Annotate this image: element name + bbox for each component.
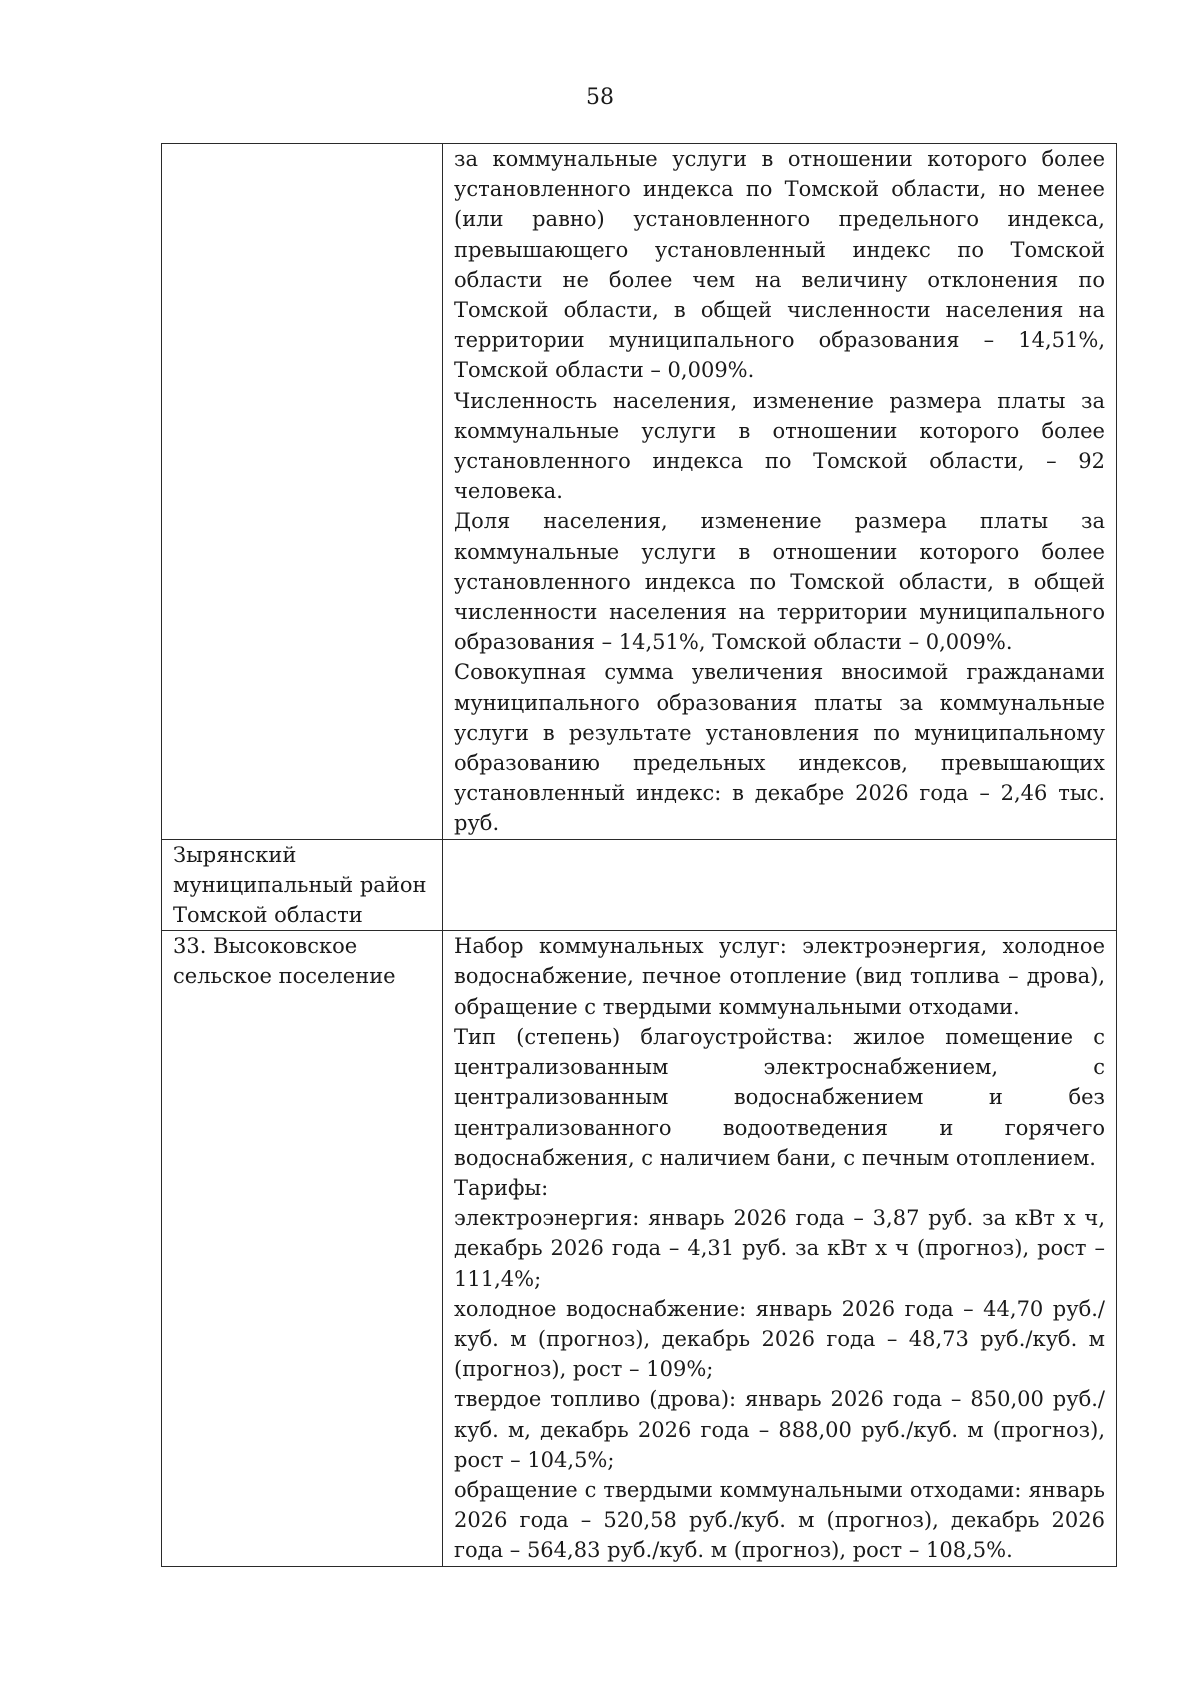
paragraph: за коммунальные услуги в отношении которого более установленного индекса по Томской области, но менее (или равно) установленного предельного индекса, превышающего установленный индекс по Томской области не более чем на величину отклонения по Томской области, в общей численности населения на территории муниципального образования – 14,51%, Томской области – 0,009%. — [454, 147, 1105, 383]
paragraph: Тарифы: — [454, 1175, 549, 1200]
table-cell-municipality — [162, 931, 443, 1566]
table-row — [162, 144, 1117, 840]
paragraph: Совокупная сумма увеличения вносимой гражданами муниципального образования платы за коммунальные услуги в результате установления по муниципальному образованию предельных индексов, превышающих установленный индекс: в декабре 2026 года – 2,46 тыс. руб. — [454, 660, 1105, 836]
paragraph: обращение с твердыми коммунальными отходами: январь 2026 года – 520,58 руб./куб. м (прогноз), декабрь 2026 года – 564,83 руб./куб. м (прогноз), рост – 108,5%. — [454, 1477, 1105, 1563]
paragraph: твердое топливо (дрова): январь 2026 года – 850,00 руб./ куб. м, декабрь 2026 года – 888,00 руб./куб. м (прогноз), рост – 104,5%; — [454, 1387, 1105, 1472]
municipality-name-line: 33. Высоковское — [173, 934, 358, 959]
municipality-name-line: сельское поселение — [173, 964, 396, 989]
table-cell-municipality — [162, 839, 443, 931]
paragraph: Доля населения, изменение размера платы за коммунальные услуги в отношении которого более установленного индекса по Томской области, в общей численности населения на территории муниципального образования – 14,51%, Томской области – 0,009%. — [454, 509, 1105, 655]
table-cell-description — [443, 931, 1117, 1566]
table-row — [162, 839, 1117, 931]
page-number: 58 — [586, 85, 614, 110]
table-cell-description — [443, 839, 1117, 931]
table-cell-description — [443, 144, 1117, 840]
paragraph: Набор коммунальных услуг: электроэнергия, холодное водоснабжение, печное отопление (вид топлива – дрова), обращение с твердыми коммунальными отходами. — [454, 934, 1105, 1019]
paragraph: электроэнергия: январь 2026 года – 3,87 руб. за кВт х ч, декабрь 2026 года – 4,31 руб. за кВт х ч (прогноз), рост – 111,4%; — [454, 1206, 1105, 1291]
paragraph: Численность населения, изменение размера платы за коммунальные услуги в отношении которого более установленного индекса по Томской области, – 92 человека. — [454, 388, 1105, 504]
municipality-name-line: Зырянский — [173, 842, 297, 867]
table-row — [162, 931, 1117, 1566]
document-table — [161, 143, 1117, 1567]
paragraph: холодное водоснабжение: январь 2026 года – 44,70 руб./куб. м (прогноз), декабрь 2026 года – 48,73 руб./куб. м (прогноз), рост – 109%; — [454, 1296, 1105, 1382]
paragraph: Тип (степень) благоустройства: жилое помещение с централизованным электроснабжением, с централизованным водоснабжением и без централизованного водоотведения и горячего водоснабжения, с наличием бани, с печным отоплением. — [454, 1024, 1105, 1170]
municipality-name-line: муниципальный район — [173, 872, 427, 897]
table-cell-municipality — [162, 144, 443, 840]
municipality-name-line: Томской области — [173, 903, 363, 928]
